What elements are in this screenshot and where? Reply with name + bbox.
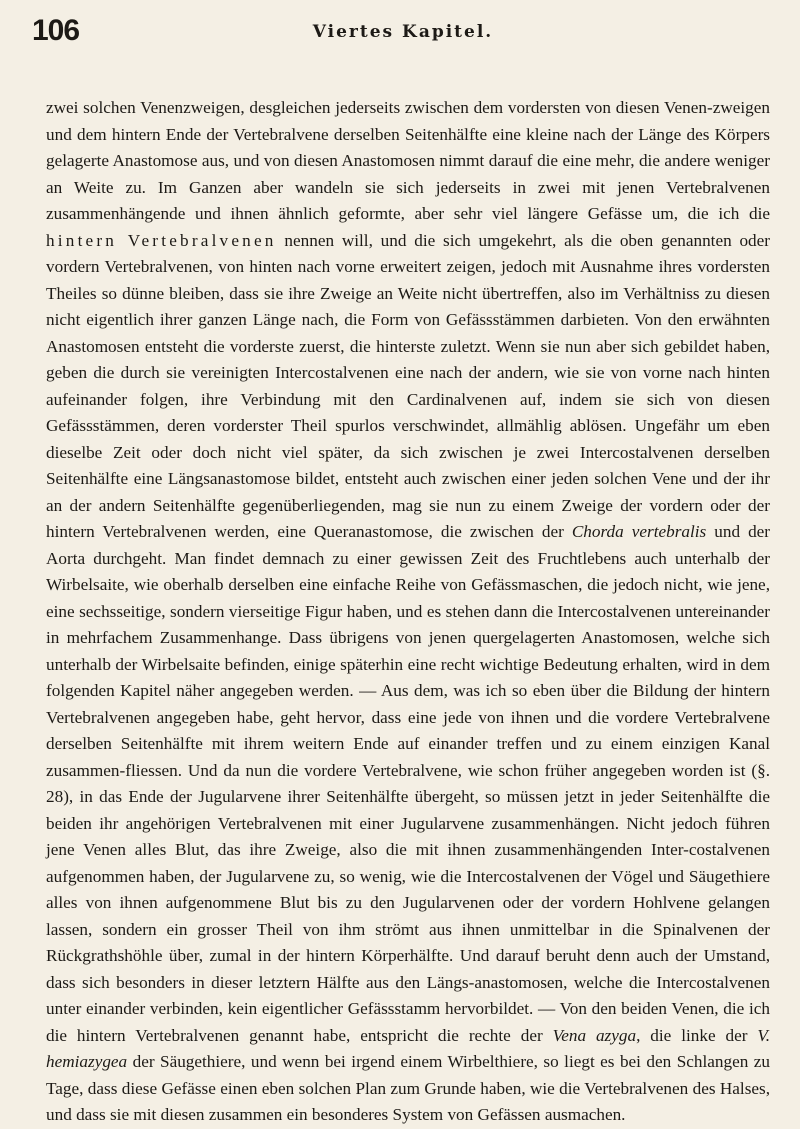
text-run: nennen will, und die sich umgekehrt, als die oben genannten oder vordern Vertebralvenen, von hinten nach vorne erweitert zeigen, jedoch mit Ausnahme ihres vordersten Theiles so dünne bleiben, dass sie ihre Zweige an Weite nicht übertreffen, also im Verhältniss zu diesen nicht eigentlich ihrer ganzen Länge nach, die Form von Gefässstämmen darbieten. Von den erwähnten Anastomosen entsteht die vorderste zuerst, die hinterste zuletzt. Wenn sie nun aber sich gebildet haben, geben die durch sie vereinigten Intercostalvenen eine nach der andern, wie sie von vorne nach hinten aufeinander folgen, ihre Verbindung mit den Cardinalvenen auf, indem sie sich von diesen Gefässstämmen, deren vorderster Theil spurlos verschwindet, allmählig ablösen. Ungefähr um eben dieselbe Zeit oder doch nicht viel später, da sich zwischen je zwei Intercostalvenen derselben Seitenhälfte eine Längsanastomose bildet, entsteht auch zwischen einer jeden solchen Vene und der ihr an der andern Seitenhälfte gegenüberliegenden, mag sie nun zu einem Zweige der vordern oder der hintern Vertebralvenen werden, eine Queranastomose, die zwischen der bbox=[46, 230, 771, 541]
body-paragraph bbox=[46, 95, 770, 1129]
italic-term: V. hemiazygea bbox=[46, 1025, 771, 1071]
text-run: zwei solchen Venenzweigen, desgleichen jederseits zwischen dem vordersten von diesen Venen-zweigen und dem hintern Ende der Vertebralvene derselben Seitenhälfte eine kleine nach der Länge des Körpers gelagerte Anastomose aus, und von diesen Anastomosen nimmt darauf die eine mehr, die andere weniger an Weite zu. Im Ganzen aber wandeln sie sich jederseits in zwei mit jenen Vertebralvenen zusammenhängende und ihnen ähnlich geformte, aber sehr viel längere Gefässe um, die ich die bbox=[46, 98, 770, 223]
spaced-term: hintern Vertebralvenen bbox=[46, 230, 277, 250]
text-run: der Säugethiere, und wenn bei irgend einem Wirbelthiere, so liegt es bei den Schlangen zu Tage, dass diese Gefässe einen eben solchen Plan zum Grunde haben, wie die Vertebralvenen des Halses, und dass sie mit diesen zusammen ein besonderes System von Gefässen ausmachen. bbox=[46, 1052, 770, 1124]
running-head: Viertes Kapitel. bbox=[312, 22, 494, 42]
text-run: , die linke der bbox=[636, 1025, 758, 1045]
text-run: und der Aorta durchgeht. Man findet demnach zu einer gewissen Zeit des Fruchtlebens auch unterhalb der Wirbelsaite, wie oberhalb derselben eine einfache Reihe von Gefässmaschen, die jedoch nicht, wie jene, eine sechsseitige, sondern vierseitige Figur haben, und es stehen dann die Intercostalvenen untereinander in mehrfachem Zusammenhange. Dass übrigens von jenen quergelagerten Anastomosen, welche sich unterhalb der Wirbelsaite befinden, einige späterhin eine recht wichtige Bedeutung erhalten, wird in dem folgenden Kapitel näher angegeben werden. — Aus dem, was ich so eben über die Bildung der hintern Vertebralvenen angegeben habe, geht hervor, dass eine jede von ihnen und die vordere Vertebralvene derselben Seitenhälfte mit ihrem weitern Ende auf einander treffen und zu einem einzigen Kanal zusammen-fliessen. Und da nun die vordere Vertebralvene, wie schon früher angegeben worden ist (§. 28), in das Ende der Jugularvene ihrer Seitenhälfte übergeht, so müssen jetzt in jeder Seitenhälfte die beiden ihr angehörigen Vertebralvenen mit einer Jugularvene zusammenhängen. Nicht jedoch führen jene Venen alles Blut, das ihre Zweige, also die mit ihnen zusammenhängenden Inter-costalvenen aufgenommen haben, der Jugularvene zu, so wenig, wie die Intercostalvenen der Vögel und Säugethiere alles von ihnen aufgenommene Blut bis zu den Jugularvenen oder der vordern Hohlvene gelangen lassen, sondern ein grosser Theil von ihm strömt aus ihnen unmittelbar in die Spinalvenen der Rückgrathshöhle über, zumal in der hintern Körperhälfte. Und darauf beruht denn auch der Umstand, dass sich besonders in dieser letztern Hälfte aus den Längs-anastomosen, welche die Intercostalvenen unter einander verbinden, kein eigentlicher Gefässstamm hervorbildet. — Von den beiden Venen, die ich die hintern Vertebralvenen genannt habe, entspricht die rechte der bbox=[46, 522, 771, 1045]
italic-term: Chorda vertebralis bbox=[571, 522, 707, 541]
italic-term: Vena azyga bbox=[552, 1025, 637, 1045]
page-header bbox=[32, 14, 774, 54]
page-number: 106 bbox=[32, 14, 80, 47]
